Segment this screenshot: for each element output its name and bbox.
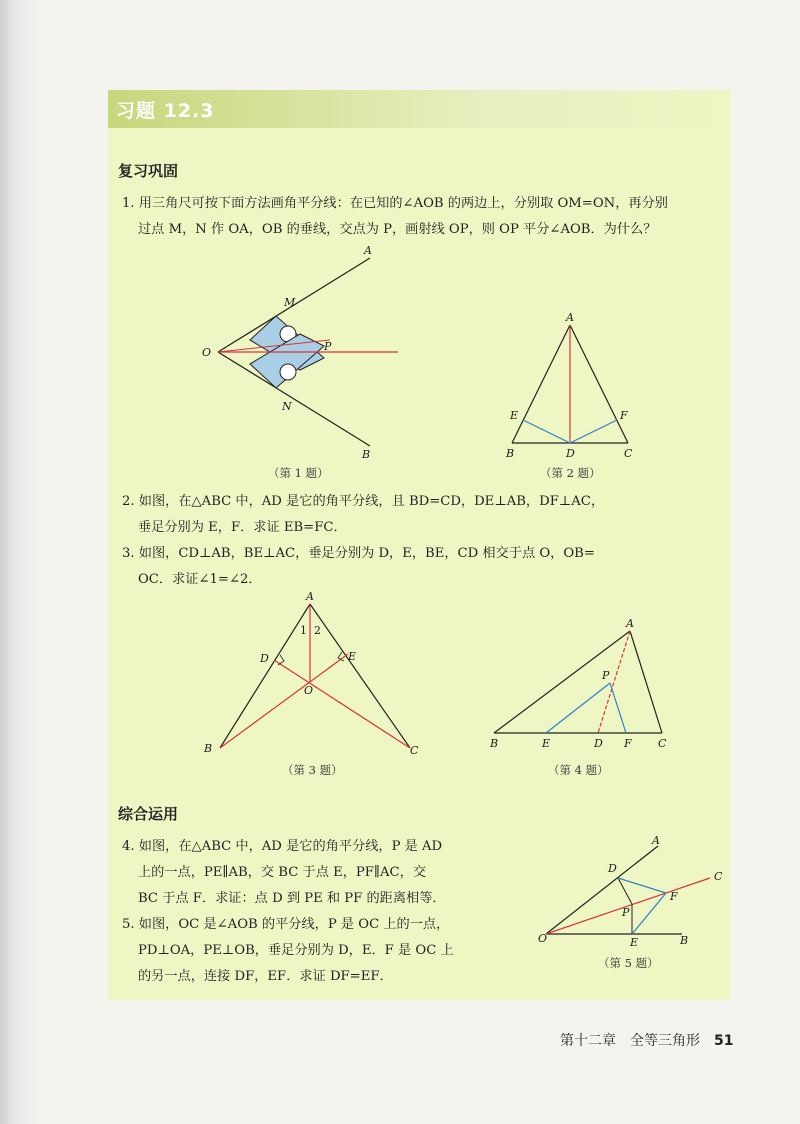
page-footer	[560, 1030, 733, 1050]
figure-3-diagram	[200, 590, 430, 760]
book-spine-shadow	[0, 0, 40, 1124]
problem-1-line-1: 1. 用三角尺可按下面方法画角平分线：在已知的∠AOB 的两边上，分别取 OM=ON，再分别	[122, 196, 668, 211]
fig4-label-a: A	[626, 617, 634, 630]
fig4-label-d: D	[594, 737, 603, 750]
figure-1-caption: （第 1 题）	[268, 466, 329, 480]
fig4-label-p: P	[602, 669, 610, 682]
apply-heading: 综合运用	[118, 805, 179, 823]
fig3-label-b: B	[204, 742, 213, 755]
figure-2-diagram	[500, 305, 640, 465]
fig5-label-c: C	[714, 870, 723, 883]
figure-4-caption: （第 4 题）	[548, 763, 609, 777]
problem-1-line-2: 过点 M，N 作 OA，OB 的垂线，交点为 P，画射线 OP，则 OP 平分∠AOB．为什么？	[138, 222, 657, 237]
fig5-label-a: A	[652, 834, 660, 847]
fig2-label-c: C	[624, 447, 633, 460]
problem-3-line-1: 3. 如图，CD⊥AB，BE⊥AC，垂足分别为 D，E，BE，CD 相交于点 O，OB=	[122, 546, 595, 561]
fig4-label-e: E	[542, 737, 551, 750]
fig3-label-c: C	[410, 744, 419, 757]
fig3-label-a: A	[306, 590, 314, 603]
fig3-label-o: O	[304, 684, 314, 697]
chapter-title: 第十二章 全等三角形	[560, 1033, 700, 1049]
fig1-label-o: O	[202, 346, 212, 359]
figure-5-caption: （第 5 题）	[598, 956, 659, 970]
fig3-label-e: E	[348, 650, 357, 663]
fig3-label-d: D	[260, 652, 269, 665]
review-heading: 复习巩固	[118, 162, 179, 180]
fig5-label-p: P	[622, 906, 630, 919]
problem-5-line-2: PD⊥OA，PE⊥OB，垂足分别为 D，E．F 是 OC 上	[138, 943, 454, 958]
fig5-label-b: B	[680, 934, 689, 947]
fig3-label-angle-1: 1	[300, 624, 307, 637]
fig5-label-d: D	[608, 862, 617, 875]
figure-5-diagram	[538, 836, 728, 951]
fig2-label-d: D	[566, 447, 575, 460]
fig2-label-b: B	[506, 447, 515, 460]
fig1-label-b: B	[362, 448, 371, 461]
fig1-label-m: M	[284, 296, 296, 309]
fig5-label-f: F	[670, 890, 678, 903]
problem-3-line-2: OC．求证∠1=∠2．	[138, 572, 262, 587]
problem-4-line-1: 4. 如图，在△ABC 中，AD 是它的角平分线，P 是 AD	[122, 839, 443, 854]
figure-2-caption: （第 2 题）	[540, 466, 601, 480]
fig1-label-a: A	[364, 244, 372, 257]
problem-4-line-2: 上的一点，PE∥AB，交 BC 于点 E，PF∥AC，交	[138, 865, 427, 880]
fig5-label-o: O	[538, 932, 548, 945]
fig2-label-a: A	[566, 311, 574, 324]
fig4-label-c: C	[658, 737, 667, 750]
figure-4-diagram	[488, 615, 678, 755]
problem-4-line-3: BC 于点 F．求证：点 D 到 PE 和 PF 的距离相等．	[138, 891, 446, 906]
fig2-label-f: F	[620, 409, 628, 422]
problem-2-line-2: 垂足分别为 E，F．求证 EB=FC．	[138, 520, 347, 535]
problem-5-line-1: 5. 如图，OC 是∠AOB 的平分线，P 是 OC 上的一点，	[122, 917, 450, 932]
fig5-label-e: E	[630, 936, 639, 949]
fig2-label-e: E	[510, 409, 519, 422]
exercise-title: 习题 12.3	[116, 100, 215, 122]
fig4-label-b: B	[490, 737, 499, 750]
problem-2-line-1: 2. 如图，在△ABC 中，AD 是它的角平分线，且 BD=CD，DE⊥AB，DF⊥AC，	[122, 494, 605, 509]
figure-3-caption: （第 3 题）	[282, 763, 343, 777]
page-number: 51	[714, 1033, 734, 1049]
fig4-label-f: F	[624, 737, 632, 750]
fig1-label-p: P	[324, 340, 332, 353]
fig1-label-n: N	[282, 400, 292, 413]
problem-5-line-3: 的另一点，连接 DF，EF．求证 DF=EF．	[138, 969, 393, 984]
figure-1-diagram	[190, 240, 430, 470]
fig3-label-angle-2: 2	[314, 624, 321, 637]
